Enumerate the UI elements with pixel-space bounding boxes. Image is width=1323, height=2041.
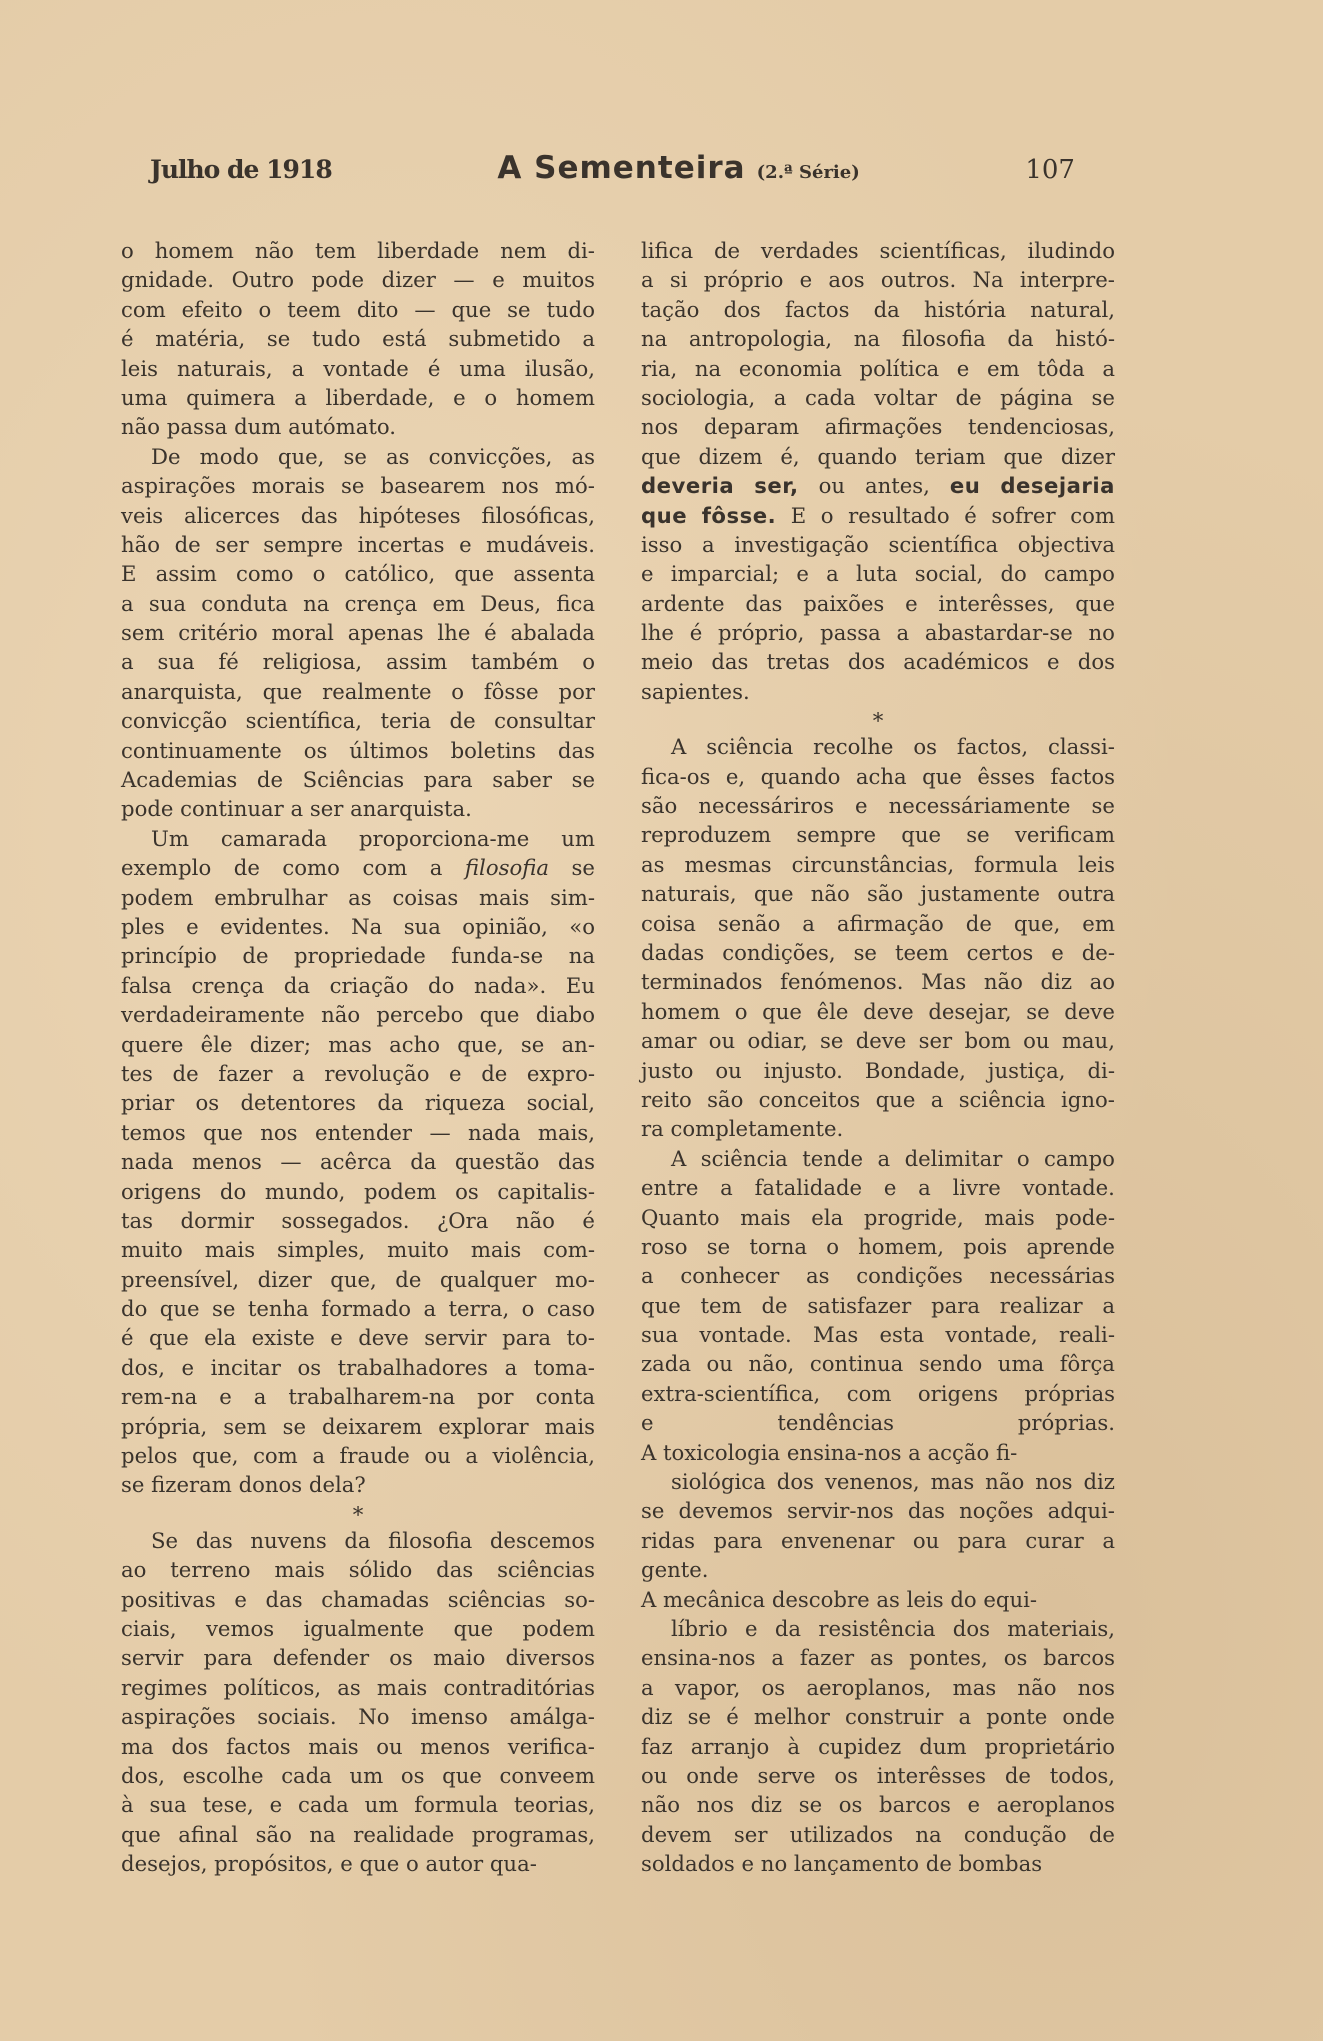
text-line: a sua conduta na crença em Deus, fica — [121, 590, 595, 616]
text-line: líbrio e da resistência dos materiais, — [671, 1615, 1115, 1641]
text-line: rem-na e a trabalharem-na por conta — [121, 1384, 595, 1410]
text-line: falsa crença da criação do nada». Eu — [121, 972, 595, 998]
text-line: ao terreno mais sólido das sciências — [121, 1557, 595, 1583]
text-line: A toxicologia ensina-nos a acção fi- — [641, 1439, 1018, 1465]
text-line: entre a fatalidade e a livre vontade. — [641, 1175, 1115, 1201]
text-line: muito mais simples, muito mais com- — [121, 1237, 595, 1263]
text-line: A sciência tende a delimitar o campo — [671, 1145, 1115, 1171]
journal-series: (2.ª Série) — [756, 162, 860, 183]
text-line: roso se torna o homem, pois aprende — [641, 1233, 1115, 1259]
text-line: convicção scientífica, teria de consultar — [121, 708, 595, 734]
text-line: tação dos factos da história natural, — [641, 296, 1115, 322]
text-line: ensina-nos a fazer as pontes, os barcos — [641, 1645, 1115, 1671]
text-line: tas dormir sossegados. ¿Ora não é — [121, 1207, 595, 1233]
section-separator: * — [352, 1501, 364, 1527]
text-line: ria, na economia política e em tôda a — [641, 355, 1115, 381]
text-line: não passa dum autómato. — [121, 414, 397, 440]
text-line: ples e evidentes. Na sua opinião, «o — [121, 913, 595, 939]
text-line: meio das tretas dos académicos e dos — [641, 649, 1115, 675]
text-line: uma quimera a liberdade, e o homem — [121, 384, 595, 410]
text-line: não nos diz se os barcos e aeroplanos — [641, 1792, 1115, 1818]
text-line: ciais, vemos igualmente que podem — [121, 1615, 595, 1641]
text-line: Quanto mais ela progride, mais pode- — [641, 1204, 1115, 1230]
text-line: as mesmas circunstâncias, formula leis — [641, 851, 1115, 877]
text-line: homem o que êle deve desejar, se deve — [641, 998, 1115, 1024]
section-separator: * — [872, 708, 884, 734]
text-line: a conhecer as condições necessárias — [641, 1263, 1115, 1289]
text-line: devem ser utilizados na condução de — [641, 1821, 1115, 1847]
text-line: na antropologia, na filosofia da histó- — [641, 326, 1115, 352]
text-line: pode continuar a ser anarquista. — [121, 796, 472, 822]
text-line: ardente das paixões e interêsses, que — [641, 590, 1115, 616]
text-line: priar os detentores da riqueza social, — [121, 1090, 595, 1116]
text-line: e imparcial; e a luta social, do campo — [641, 561, 1115, 587]
text-line: princípio de propriedade funda-se na — [121, 943, 595, 969]
text-line: se devemos servir-nos das noções adqui- — [641, 1498, 1115, 1524]
text-line: leis naturais, a vontade é uma ilusão, — [121, 355, 595, 381]
text-line: veis alicerces das hipóteses filosóficas, — [121, 502, 595, 528]
text-line: temos que nos entender — nada mais, — [121, 1119, 595, 1145]
text-line: reproduzem sempre que se verificam — [641, 822, 1115, 848]
text-line: zada ou não, continua sendo uma fôrça — [641, 1351, 1115, 1377]
text-line: sociologia, a cada voltar de página se — [641, 384, 1115, 410]
text-line: diz se é melhor construir a ponte onde — [641, 1704, 1115, 1730]
text-line: nos deparam afirmações tendenciosas, — [641, 414, 1115, 440]
text-line: aspirações sociais. No imenso amálga- — [121, 1704, 595, 1730]
text-line: dos, escolhe cada um os que conveem — [121, 1762, 595, 1788]
text-line: verdadeiramente não percebo que diabo — [121, 1002, 595, 1028]
text-line: Se das nuvens da filosofia descemos — [151, 1527, 595, 1553]
text-line: gnidade. Outro pode dizer — e muitos — [121, 267, 595, 293]
text-line: amar ou odiar, se deve ser bom ou mau, — [641, 1028, 1115, 1054]
text-line: a sua fé religiosa, assim também o — [121, 649, 595, 675]
text-line: coisa senão a afirmação de que, em — [641, 910, 1115, 936]
text-line: que fôsse. E o resultado é sofrer com — [641, 502, 1115, 528]
page-number: 107 — [1025, 155, 1075, 185]
text-line: origens do mundo, podem os capitalis- — [121, 1178, 595, 1204]
text-line: a si próprio e aos outros. Na interpre- — [641, 267, 1115, 293]
text-line: que dizem é, quando teriam que dizer — [641, 443, 1115, 469]
text-line: lhe é próprio, passa a abastardar-se no — [641, 620, 1115, 646]
header-title-group — [497, 150, 859, 186]
right-text-column — [641, 236, 1115, 1878]
text-line: e tendências próprias. — [641, 1410, 1115, 1436]
left-text-column — [121, 236, 595, 1878]
text-line: reito são conceitos que a sciência igno- — [641, 1086, 1115, 1112]
text-line: faz arranjo à cupidez dum proprietário — [641, 1733, 1115, 1759]
text-line: continuamente os últimos boletins das — [121, 737, 595, 763]
text-line: Academias de Sciências para saber se — [121, 767, 595, 793]
text-line: soldados e no lançamento de bombas — [641, 1851, 1043, 1877]
text-line: lifica de verdades scientíficas, iludindo — [641, 238, 1115, 263]
text-line: gente. — [641, 1557, 709, 1583]
text-line: naturais, que não são justamente outra — [641, 881, 1115, 907]
text-line: que tem de satisfazer para realizar a — [641, 1292, 1115, 1318]
text-line: aspirações morais se basearem nos mó- — [121, 473, 595, 499]
text-line: são necessáriros e necessáriamente se — [641, 793, 1115, 819]
journal-title: A Sementeira — [497, 150, 746, 186]
text-line: preensível, dizer que, de qualquer mo- — [121, 1266, 595, 1292]
text-line: ridas para envenenar ou para curar a — [641, 1527, 1115, 1553]
text-line: tes de fazer a revolução e de expro- — [121, 1060, 595, 1086]
text-line: sem critério moral apenas lhe é abalada — [121, 620, 595, 646]
text-line: exemplo de como com a filosofia se — [121, 855, 595, 881]
text-line: podem embrulhar as coisas mais sim- — [121, 884, 595, 910]
text-line: à sua tese, e cada um formula teorias, — [121, 1792, 595, 1818]
text-line: é que ela existe e deve servir para to- — [121, 1325, 595, 1351]
text-line: extra-scientífica, com origens próprias — [641, 1380, 1115, 1406]
text-line: a vapor, os aeroplanos, mas não nos — [641, 1674, 1115, 1700]
text-line: o homem não tem liberdade nem di- — [121, 238, 595, 263]
text-line: do que se tenha formado a terra, o caso — [121, 1296, 595, 1322]
text-line: A mecânica descobre as leis do equi- — [641, 1586, 1038, 1612]
text-line: se fizeram donos dela? — [121, 1472, 366, 1498]
text-line: dos, e incitar os trabalhadores a toma- — [121, 1354, 595, 1380]
text-line: positivas e das chamadas sciências so- — [121, 1586, 595, 1612]
text-line: fica-os e, quando acha que êsses factos — [641, 763, 1115, 789]
text-line: A sciência recolhe os factos, classi- — [671, 734, 1115, 760]
text-line: servir para defender os maio diversos — [121, 1645, 595, 1671]
text-line: ra completamente. — [641, 1116, 844, 1142]
text-line: regimes políticos, as mais contraditórias — [121, 1674, 595, 1700]
text-line: E assim como o católico, que assenta — [121, 561, 595, 587]
text-line: pelos que, com a fraude ou a violência, — [121, 1443, 595, 1469]
text-line: anarquista, que realmente o fôsse por — [121, 678, 595, 704]
text-line: deveria ser, ou antes, eu desejaria — [641, 473, 1115, 499]
text-line: Um camarada proporciona-me um — [151, 825, 595, 851]
text-line: desejos, propósitos, e que o autor qua- — [121, 1851, 537, 1877]
text-line: sua vontade. Mas esta vontade, reali- — [641, 1322, 1115, 1348]
text-line: nada menos — acêrca da questão das — [121, 1149, 595, 1175]
text-line: é matéria, se tudo está submetido a — [121, 326, 595, 352]
text-line: terminados fenómenos. Mas não diz ao — [641, 969, 1115, 995]
text-line: hão de ser sempre incertas e mudáveis. — [121, 531, 595, 557]
header-date: Julho de 1918 — [150, 155, 332, 184]
page-header — [150, 150, 1075, 194]
text-line: isso a investigação scientífica objectiva — [641, 531, 1115, 557]
text-line: com efeito o teem dito — que se tudo — [121, 296, 595, 322]
text-line: própria, sem se deixarem explorar mais — [121, 1413, 595, 1439]
text-line: justo ou injusto. Bondade, justiça, di- — [641, 1057, 1115, 1083]
text-line: quere êle dizer; mas acho que, se an- — [121, 1031, 595, 1057]
text-line: dadas condições, se teem certos e de- — [641, 939, 1115, 965]
text-line: que afinal são na realidade programas, — [121, 1821, 595, 1847]
text-line: De modo que, se as convicções, as — [151, 443, 595, 469]
text-line: siológica dos venenos, mas não nos diz — [671, 1469, 1115, 1495]
text-line: ma dos factos mais ou menos verifica- — [121, 1733, 595, 1759]
text-line: ou onde serve os interêsses de todos, — [641, 1762, 1115, 1788]
text-line: sapientes. — [641, 678, 750, 704]
